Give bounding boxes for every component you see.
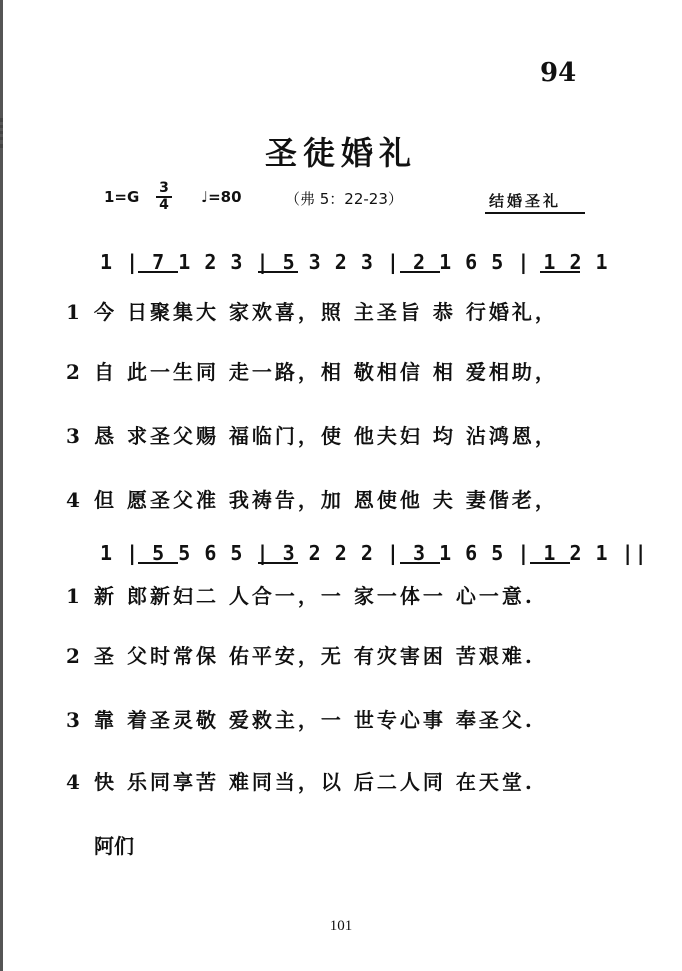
verse-number: 3 bbox=[66, 424, 80, 448]
page-number: 101 bbox=[329, 918, 353, 934]
verse-line bbox=[66, 580, 535, 609]
time-signature-bottom: 4 bbox=[156, 196, 172, 213]
beam-underline bbox=[258, 562, 298, 564]
tempo-marking: ♩=80 bbox=[201, 188, 242, 206]
verse-text: 快 乐同享苦 难同当，以 后二人同 在天堂. bbox=[94, 770, 535, 794]
beam-underline bbox=[400, 271, 440, 273]
verse-text: 圣 父时常保 佑平安，无 有灾害困 苦艰难. bbox=[94, 644, 535, 668]
verse-number: 2 bbox=[66, 644, 80, 668]
notation-line-1: 1 | 7 1 2 3 | 5 3 2 3 | 2 1 6 5 | 1 2 1 bbox=[100, 250, 609, 274]
verse-text: 今 日聚集大 家欢喜，照 主圣旨 恭 行婚礼， bbox=[94, 300, 558, 324]
verse-number: 4 bbox=[66, 488, 80, 512]
beam-underline bbox=[400, 562, 440, 564]
verse-line bbox=[66, 484, 558, 513]
beam-underline bbox=[138, 562, 178, 564]
hymn-title: 圣徒婚礼 bbox=[264, 134, 417, 172]
verse-line bbox=[66, 356, 558, 385]
verse-text: 靠 着圣灵敬 爱救主，一 世专心事 奉圣父. bbox=[94, 708, 535, 732]
verse-text: 新 郎新妇二 人合一，一 家一体一 心一意. bbox=[94, 584, 535, 608]
beam-underline bbox=[540, 271, 580, 273]
verse-number: 1 bbox=[66, 300, 80, 324]
verse-number: 4 bbox=[66, 770, 80, 794]
verse-line bbox=[66, 296, 558, 325]
key-signature: 1=G bbox=[104, 188, 140, 206]
notation-line-2: 1 | 5 5 6 5 | 3 2 2 2 | 3 1 6 5 | 1 2 1 || bbox=[100, 541, 648, 565]
verse-line bbox=[66, 420, 558, 449]
verse-number: 1 bbox=[66, 584, 80, 608]
scripture-reference: （弗 5：22-23） bbox=[285, 190, 403, 208]
category-underline bbox=[485, 212, 585, 214]
beam-underline bbox=[530, 562, 570, 564]
beam-underline bbox=[138, 271, 178, 273]
amen-text: 阿们 bbox=[94, 834, 134, 858]
time-signature bbox=[156, 181, 172, 213]
hymn-category: 结婚圣礼 bbox=[489, 192, 562, 210]
hymn-number: 94 bbox=[540, 58, 577, 88]
verse-number: 3 bbox=[66, 708, 80, 732]
verse-text: 恳 求圣父赐 福临门，使 他夫妇 均 沾鸿恩， bbox=[94, 424, 558, 448]
verse-text: 但 愿圣父准 我祷告，加 恩使他 夫 妻偕老， bbox=[94, 488, 558, 512]
verse-number: 2 bbox=[66, 360, 80, 384]
verse-text: 自 此一生同 走一路，相 敬相信 相 爱相助， bbox=[94, 360, 558, 384]
verse-line bbox=[66, 766, 535, 795]
time-signature-top: 3 bbox=[159, 180, 169, 196]
verse-line bbox=[66, 704, 535, 733]
verse-line bbox=[66, 640, 535, 669]
beam-underline bbox=[258, 271, 298, 273]
